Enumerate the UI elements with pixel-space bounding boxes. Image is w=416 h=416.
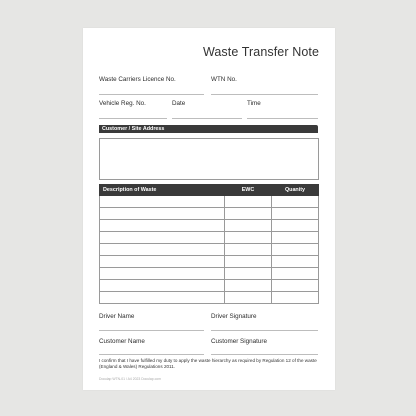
table-row bbox=[100, 268, 319, 280]
table-row bbox=[100, 292, 319, 304]
quantity-cell[interactable] bbox=[272, 244, 319, 256]
table-row bbox=[100, 244, 319, 256]
form-sheet bbox=[83, 28, 335, 390]
customer-address-header-label: Customer / Site Address bbox=[102, 126, 165, 132]
quantity-cell[interactable] bbox=[272, 196, 319, 208]
licence-label: Waste Carriers Licence No. bbox=[99, 76, 176, 83]
customer-address-header bbox=[99, 125, 318, 133]
customer-name-label: Customer Name bbox=[99, 338, 145, 345]
form-title: Waste Transfer Note bbox=[202, 45, 319, 59]
wtn-label: WTN No. bbox=[211, 76, 237, 83]
ewc-cell[interactable] bbox=[225, 232, 272, 244]
date-field[interactable] bbox=[172, 118, 242, 119]
driver-name-field[interactable] bbox=[99, 330, 204, 331]
table-row bbox=[100, 280, 319, 292]
time-field[interactable] bbox=[247, 118, 318, 119]
description-cell[interactable] bbox=[100, 220, 225, 232]
col-quantity: Quanity bbox=[272, 185, 319, 196]
description-cell[interactable] bbox=[100, 196, 225, 208]
table-row bbox=[100, 220, 319, 232]
vehicle-field[interactable] bbox=[99, 118, 167, 119]
description-cell[interactable] bbox=[100, 268, 225, 280]
ewc-cell[interactable] bbox=[225, 280, 272, 292]
description-cell[interactable] bbox=[100, 208, 225, 220]
customer-name-field[interactable] bbox=[99, 354, 204, 355]
driver-signature-field[interactable] bbox=[211, 330, 318, 331]
customer-signature-label: Customer Signature bbox=[211, 338, 267, 345]
driver-signature-label: Driver Signature bbox=[211, 313, 257, 320]
date-label: Date bbox=[172, 100, 186, 107]
wtn-field[interactable] bbox=[211, 94, 318, 95]
table-row bbox=[100, 256, 319, 268]
quantity-cell[interactable] bbox=[272, 292, 319, 304]
waste-table bbox=[99, 184, 319, 304]
vehicle-label: Vehicle Reg. No. bbox=[99, 100, 146, 107]
footer-text: Doculap WTN-01 / A4 2023 Doculap.com bbox=[99, 377, 162, 381]
quantity-cell[interactable] bbox=[272, 256, 319, 268]
quantity-cell[interactable] bbox=[272, 280, 319, 292]
ewc-cell[interactable] bbox=[225, 256, 272, 268]
declaration-text: I confirm that I have fulfilled my duty to apply the waste hierarchy as required by Regulation 12 of the waste (England & Wales) Regulations 2011. bbox=[99, 358, 317, 370]
description-cell[interactable] bbox=[100, 292, 225, 304]
table-row bbox=[100, 208, 319, 220]
quantity-cell[interactable] bbox=[272, 268, 319, 280]
licence-field[interactable] bbox=[99, 94, 204, 95]
table-row bbox=[100, 232, 319, 244]
quantity-cell[interactable] bbox=[272, 220, 319, 232]
waste-table-header-row bbox=[100, 185, 319, 196]
ewc-cell[interactable] bbox=[225, 220, 272, 232]
description-cell[interactable] bbox=[100, 280, 225, 292]
description-cell[interactable] bbox=[100, 244, 225, 256]
quantity-cell[interactable] bbox=[272, 208, 319, 220]
customer-address-box[interactable] bbox=[99, 138, 319, 180]
driver-name-label: Driver Name bbox=[99, 313, 135, 320]
time-label: Time bbox=[247, 100, 261, 107]
description-cell[interactable] bbox=[100, 232, 225, 244]
ewc-cell[interactable] bbox=[225, 196, 272, 208]
customer-signature-field[interactable] bbox=[211, 354, 318, 355]
table-row bbox=[100, 196, 319, 208]
col-description: Description of Waste bbox=[100, 185, 225, 196]
quantity-cell[interactable] bbox=[272, 232, 319, 244]
col-ewc: EWC bbox=[225, 185, 272, 196]
ewc-cell[interactable] bbox=[225, 208, 272, 220]
ewc-cell[interactable] bbox=[225, 292, 272, 304]
ewc-cell[interactable] bbox=[225, 268, 272, 280]
ewc-cell[interactable] bbox=[225, 244, 272, 256]
description-cell[interactable] bbox=[100, 256, 225, 268]
